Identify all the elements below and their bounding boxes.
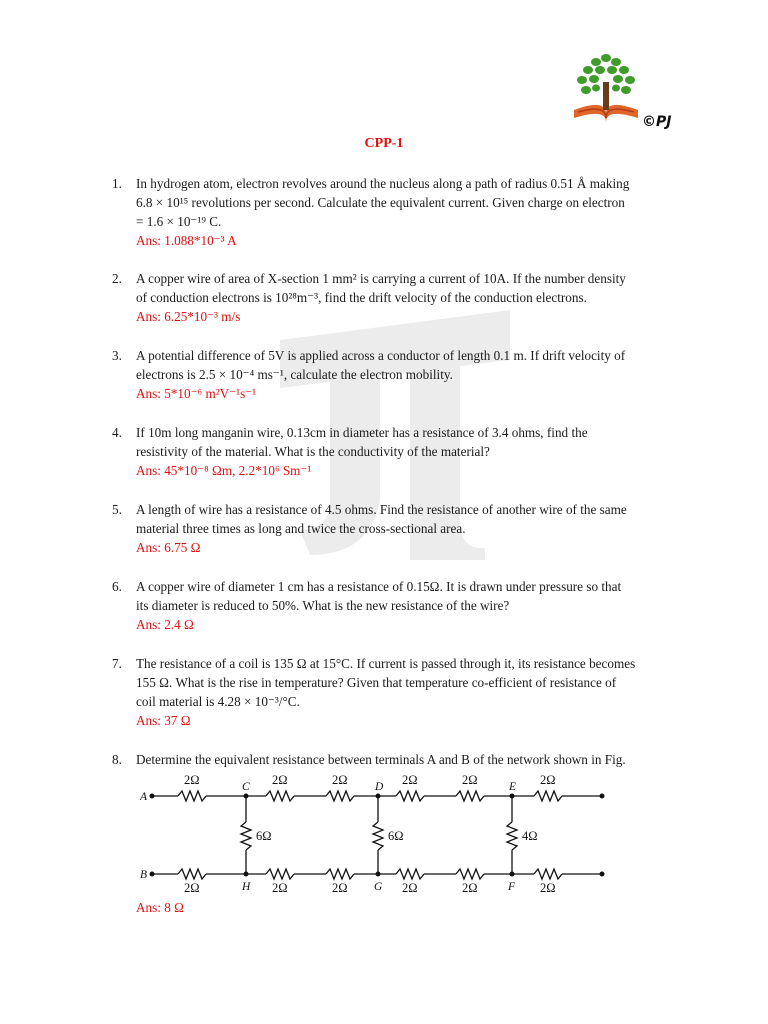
question-text-line: electrons is 2.5 × 10⁻⁴ ms⁻¹, calculate the electron mobility. [136, 367, 453, 382]
question-number: 8. [112, 752, 122, 767]
question-text-line: If 10m long manganin wire, 0.13cm in diameter has a resistance of 3.4 ohms, find the [136, 425, 588, 440]
resistor-label: 2Ω [462, 773, 478, 787]
question-number: 6. [112, 579, 122, 594]
question-text-line: A potential difference of 5V is applied across a conductor of length 0.1 m. If drift velocity of [136, 348, 626, 363]
question-number: 5. [112, 502, 122, 517]
node-label: D [375, 781, 384, 793]
question-text-line: A copper wire of diameter 1 cm has a resistance of 0.15Ω. It is drawn under pressure so that [136, 579, 622, 594]
tree-book-logo [566, 48, 646, 128]
question-number: 1. [112, 176, 122, 191]
question-text-line: = 1.6 × 10⁻¹⁹ C. [136, 214, 222, 229]
question-text-line: resistivity of the material. What is the conductivity of the material? [136, 444, 490, 459]
question-text-line: The resistance of a coil is 135 Ω at 15°C. If current is passed through it, its resistance becomes [136, 656, 636, 671]
question-text-line: coil material is 4.28 × 10⁻³/°C. [136, 694, 300, 709]
resistor-label: 2Ω [402, 881, 418, 895]
answer-text: Ans: 8 Ω [136, 900, 184, 915]
question-text-line: A copper wire of area of X-section 1 mm² is carrying a current of 10A. If the number density [136, 271, 626, 286]
answer-text: Ans: 37 Ω [136, 713, 191, 728]
resistor-label: 4Ω [522, 829, 538, 843]
question-text-line: 155 Ω. What is the rise in temperature? Given that temperature co-efficient of resistance of [136, 675, 617, 690]
question-text-line: Determine the equivalent resistance between terminals A and B of the network shown in Fig. [136, 752, 626, 767]
question-number: 3. [112, 348, 122, 363]
resistor-label: 2Ω [540, 773, 556, 787]
node-label: B [140, 869, 148, 881]
resistor-label: 2Ω [462, 881, 478, 895]
brand-label: ©PJ [642, 114, 672, 130]
resistor-label: 2Ω [272, 881, 288, 895]
question-text-line: 6.8 × 10¹⁵ revolutions per second. Calculate the equivalent current. Given charge on electron [136, 195, 625, 210]
node-label: F [508, 881, 516, 893]
node-label: C [242, 781, 250, 793]
question-text-line: its diameter is reduced to 50%. What is the new resistance of the wire? [136, 598, 510, 613]
answer-text: Ans: 6.75 Ω [136, 540, 201, 555]
resistor-network-diagram [132, 768, 622, 898]
node-label: A [140, 791, 148, 803]
node-label: E [509, 781, 517, 793]
answer-text: Ans: 6.25*10⁻³ m/s [136, 309, 241, 324]
question-text-line: In hydrogen atom, electron revolves around the nucleus along a path of radius 0.51 Å making [136, 176, 630, 191]
question-text-line: of conduction electrons is 10²⁸m⁻³, find the drift velocity of the conduction electrons. [136, 290, 587, 305]
resistor-label: 6Ω [256, 829, 272, 843]
answer-text: Ans: 5*10⁻⁶ m²V⁻¹s⁻¹ [136, 386, 257, 401]
question-text-line: A length of wire has a resistance of 4.5 ohms. Find the resistance of another wire of the same [136, 502, 627, 517]
resistor-label: 2Ω [402, 773, 418, 787]
page-title: CPP-1 [364, 136, 404, 151]
question-text-line: material three times as long and twice the cross-sectional area. [136, 521, 466, 536]
question-number: 7. [112, 656, 122, 671]
resistor-label: 6Ω [388, 829, 404, 843]
question-number: 2. [112, 271, 122, 286]
resistor-label: 2Ω [184, 773, 200, 787]
node-label: H [242, 881, 251, 893]
answer-text: Ans: 1.088*10⁻³ A [136, 233, 237, 248]
resistor-label: 2Ω [332, 881, 348, 895]
resistor-label: 2Ω [332, 773, 348, 787]
answer-text: Ans: 2.4 Ω [136, 617, 194, 632]
resistor-label: 2Ω [184, 881, 200, 895]
answer-text: Ans: 45*10⁻⁸ Ωm, 2.2*10⁶ Sm⁻¹ [136, 463, 312, 478]
question-number: 4. [112, 425, 122, 440]
node-label: G [374, 881, 383, 893]
resistor-label: 2Ω [272, 773, 288, 787]
resistor-label: 2Ω [540, 881, 556, 895]
